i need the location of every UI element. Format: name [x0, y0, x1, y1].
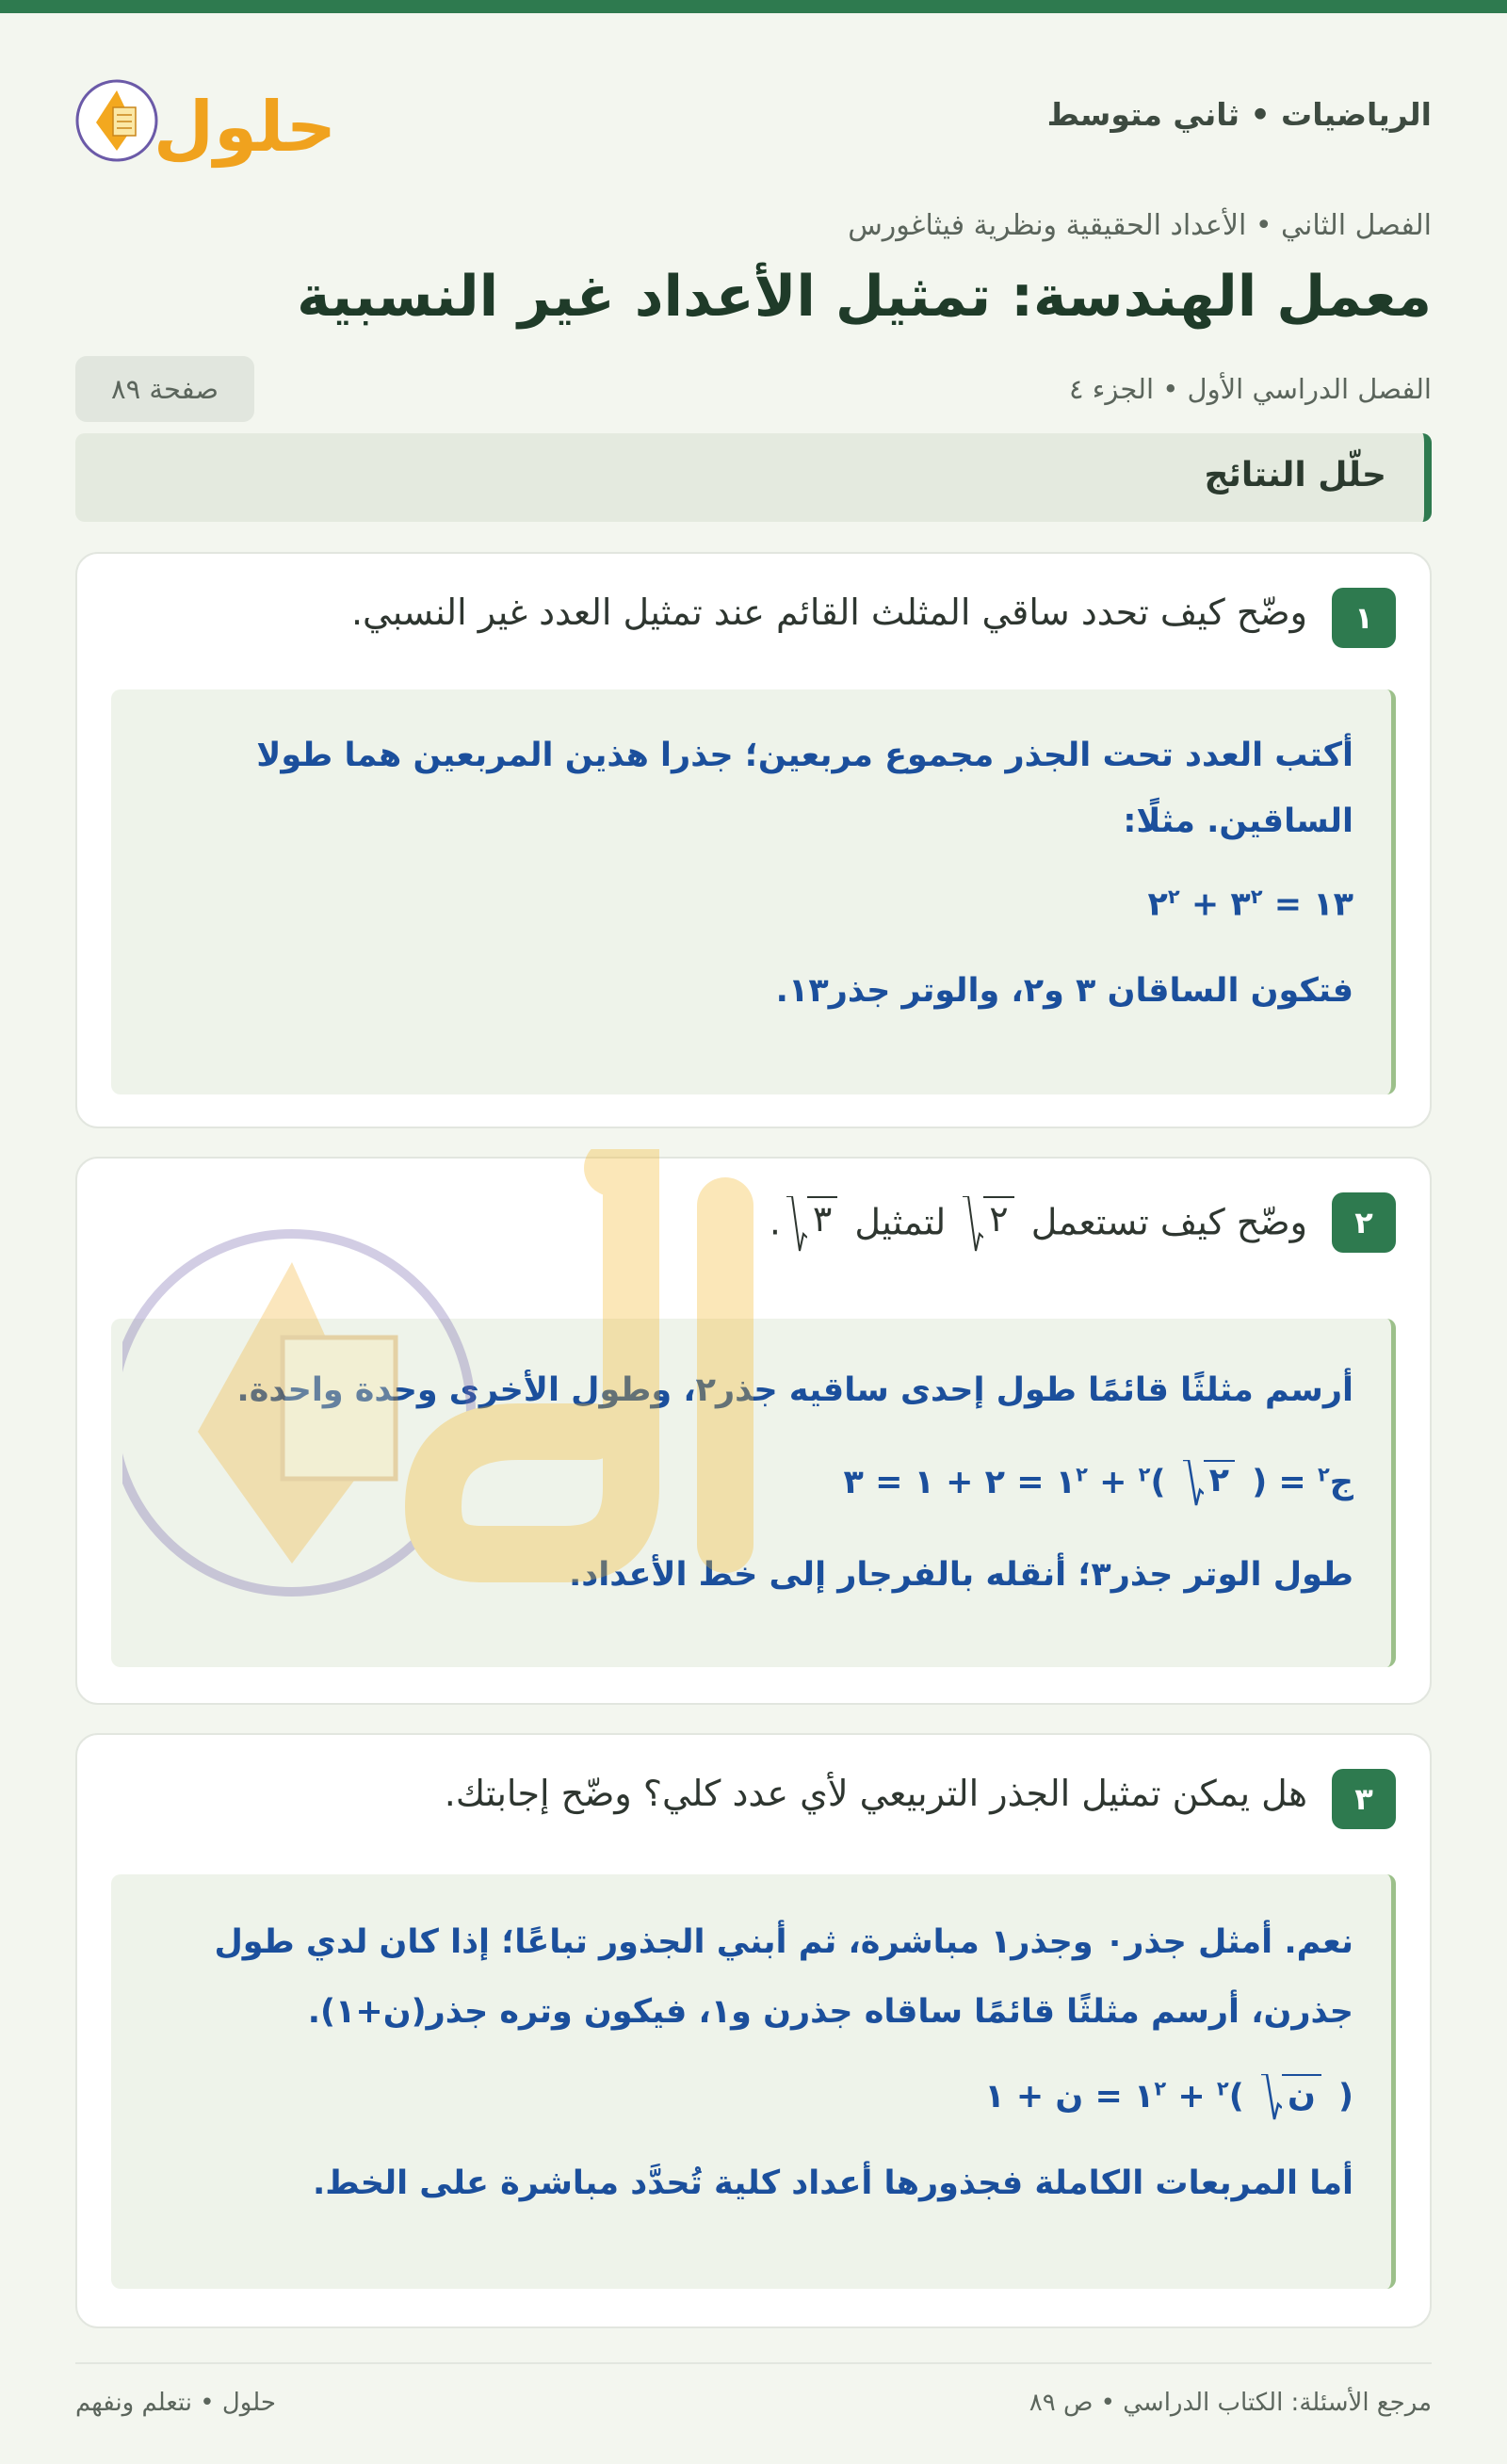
radical-icon	[963, 1196, 983, 1253]
question-text-part: .	[769, 1201, 781, 1243]
page-number-badge: صفحة ٨٩	[75, 356, 254, 422]
sqrt-radicand: ٣	[807, 1196, 837, 1253]
eq-term: ٢	[1147, 885, 1168, 924]
answer-line: جذرن، أرسم مثلثًا قائمًا ساقاه جذرن و١، فيكون وتره جذر(ن+١).	[307, 1993, 1353, 2031]
question-number: ١	[1332, 588, 1396, 648]
answer-line: أرسم مثلثًا قائمًا طول إحدى ساقيه جذر٢، وطول الأخرى وحدة واحدة.	[236, 1371, 1353, 1409]
eq-term: ١	[1134, 2078, 1155, 2115]
sqrt-symbol	[1183, 1460, 1235, 1507]
eq-exponent: ٢	[1250, 885, 1263, 908]
answer-equation: ( ن )$^٢ + ١^٢$ = ن + ١	[984, 2074, 1353, 2121]
top-accent-bar	[0, 0, 1507, 13]
eq-exponent: ٢	[1154, 2077, 1167, 2100]
eq-term: ١٣	[1313, 885, 1353, 924]
sqrt-symbol	[1261, 2074, 1321, 2121]
answer-line: أما المربعات الكاملة فجذورها أعداد كلية تُحدَّد مباشرة على الخط.	[312, 2164, 1353, 2202]
sqrt-radicand: ٢	[983, 1196, 1013, 1253]
eq-term: = ٢ + ١ = ٣	[843, 1464, 1045, 1501]
eq-exponent: ٢	[1216, 2077, 1229, 2100]
question-text: هل يمكن تمثيل الجذر التربيعي لأي عدد كلي؟ وضّح إجابتك.	[444, 1773, 1307, 1814]
sqrt-symbol	[786, 1196, 837, 1253]
question-number: ٢	[1332, 1192, 1396, 1253]
eq-term: ج	[1329, 1464, 1353, 1501]
question-text	[770, 1196, 1307, 1253]
question-card-2	[75, 1157, 1432, 1705]
answer-line: نعم. أمثل جذر٠ وجذر١ مباشرة، ثم أبني الجذور تباعًا؛ إذا كان لدي طول	[214, 1923, 1353, 1961]
page-header	[75, 57, 1432, 179]
section-heading	[75, 433, 1432, 522]
answer-line: الساقين. مثلًا:	[1123, 802, 1353, 840]
answer-box	[111, 689, 1396, 1094]
question-text-part: وضّح كيف تستعمل	[1030, 1201, 1307, 1243]
answer-line: طول الوتر جذر٣؛ أنقله بالفرجار إلى خط الأعداد.	[569, 1556, 1353, 1594]
footer-divider	[75, 2362, 1432, 2364]
radical-icon	[786, 1196, 807, 1253]
answer-line: أكتب العدد تحت الجذر مجموع مربعين؛ جذرا هذين المربعين هما طولا	[256, 737, 1353, 774]
logo-text: حلول	[153, 87, 337, 168]
section-title: حلّل النتائج	[1204, 456, 1386, 494]
eq-exponent: ٢	[1076, 1463, 1088, 1486]
radical-icon	[1183, 1460, 1204, 1507]
answer-equation: ج$^٢$ = ( ٢ )$^٢ + ١^٢$ = ٢ + ١ = ٣	[844, 1460, 1353, 1507]
page-title: معمل الهندسة: تمثيل الأعداد غير النسبية	[297, 264, 1432, 330]
radical-icon	[1261, 2074, 1282, 2121]
answer-line: فتكون الساقان ٣ و٢، والوتر جذر١٣.	[775, 972, 1353, 1010]
eq-term: ٣	[1230, 885, 1251, 924]
hulul-logo	[75, 64, 339, 177]
sqrt-symbol	[963, 1196, 1013, 1253]
answer-box	[111, 1874, 1396, 2289]
answer-box	[111, 1319, 1396, 1667]
eq-term: ١	[1055, 1464, 1077, 1501]
chapter-label: الفصل الثاني • الأعداد الحقيقية ونظرية فيثاغورس	[848, 209, 1432, 242]
eq-exponent: ٢	[1138, 1463, 1151, 1486]
question-card-3	[75, 1733, 1432, 2328]
eq-exponent: ٢	[1167, 885, 1180, 908]
sqrt-radicand: ٢	[1204, 1460, 1235, 1507]
question-text: وضّح كيف تحدد ساقي المثلث القائم عند تمثيل العدد غير النسبي.	[350, 592, 1307, 633]
term-label: الفصل الدراسي الأول • الجزء ٤	[1068, 373, 1432, 405]
question-card-1	[75, 552, 1432, 1128]
question-text-part: لتمثيل	[854, 1201, 947, 1243]
eq-exponent: ٢	[1317, 1463, 1330, 1486]
sqrt-radicand: ن	[1282, 2074, 1321, 2121]
subject-label: الرياضيات • ثاني متوسط	[1046, 96, 1432, 133]
footer-tagline: حلول • نتعلم ونفهم	[75, 2389, 276, 2417]
eq-term: = ن + ١	[984, 2078, 1123, 2115]
answer-equation: ١٣ = $٣^٢$ + $٢^٢$	[1147, 885, 1353, 924]
footer-reference: مرجع الأسئلة: الكتاب الدراسي • ص ٨٩	[1029, 2389, 1432, 2417]
question-number: ٣	[1332, 1769, 1396, 1829]
